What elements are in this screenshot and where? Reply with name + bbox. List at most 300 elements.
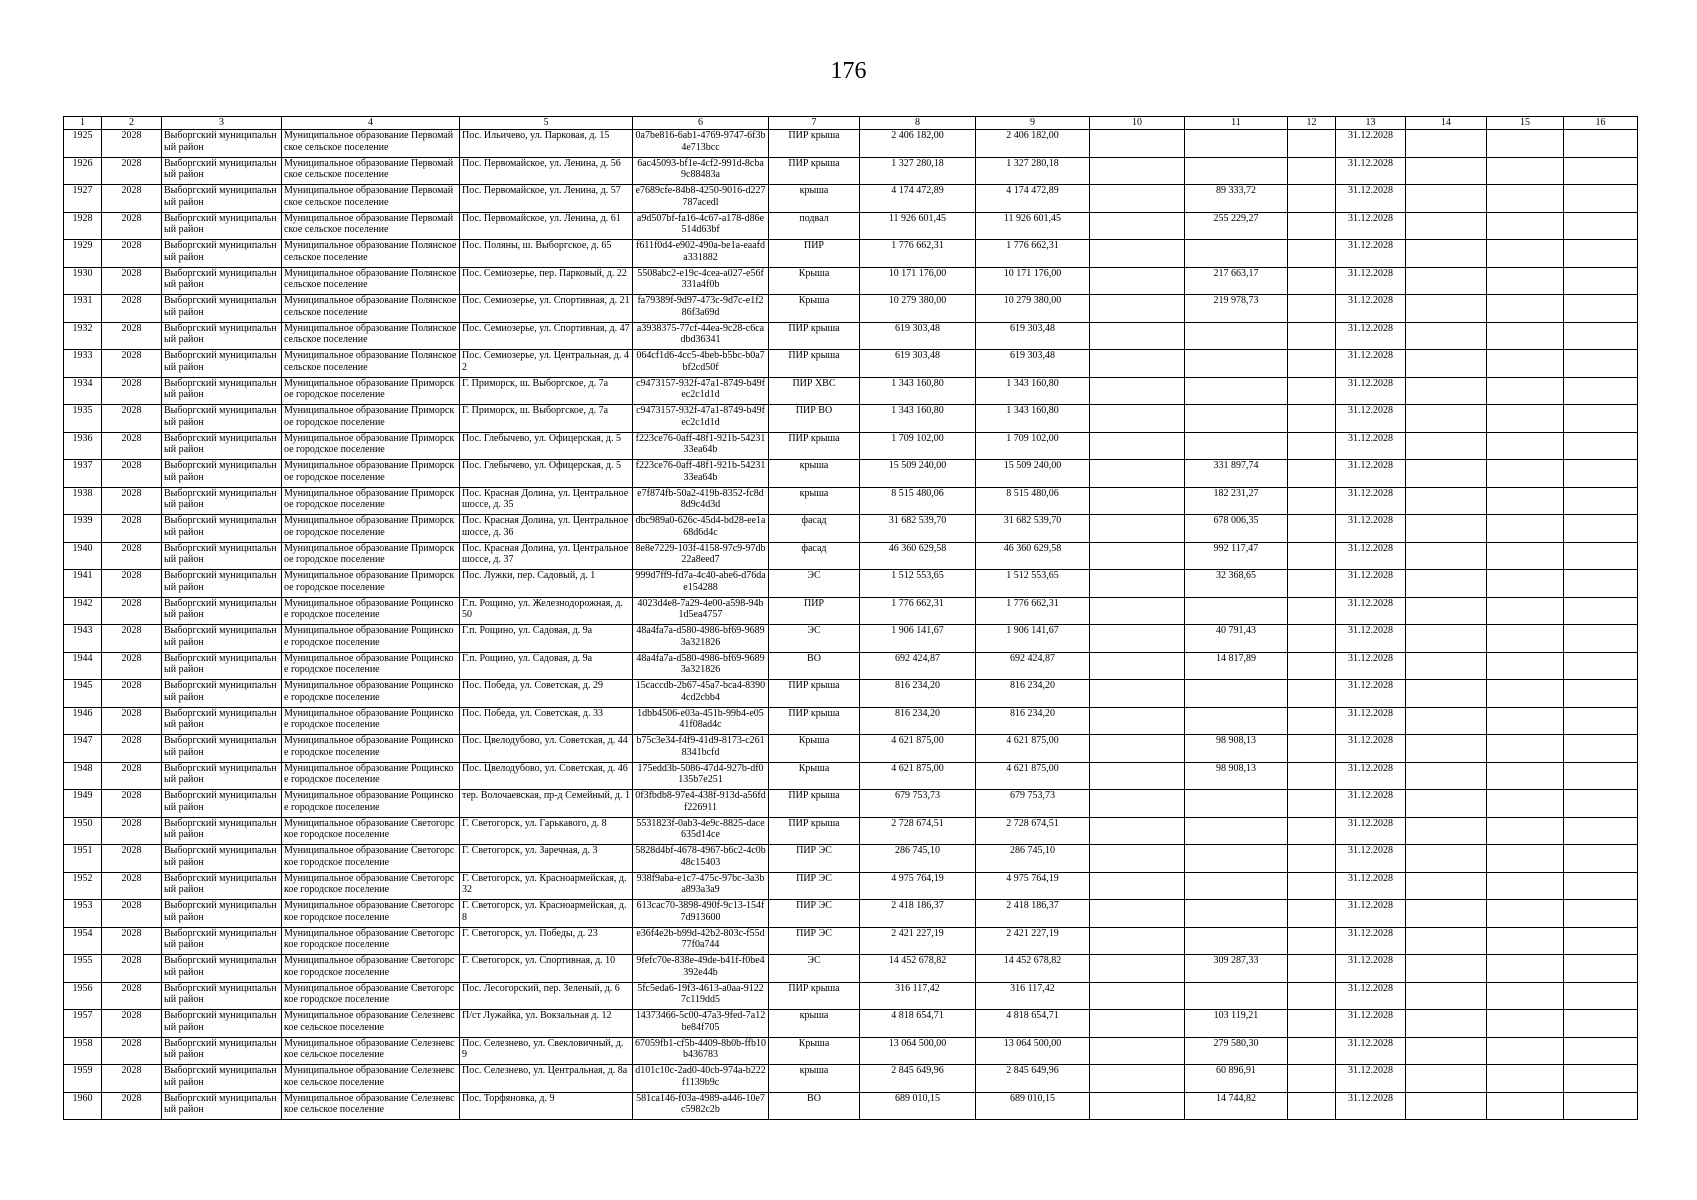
cell-col-9: 2 728 674,51 xyxy=(976,817,1090,845)
cell-col-6: 064cf1d6-4cc5-4beb-b5bc-b0a7bf2cd50f xyxy=(633,350,769,378)
cell-col-12 xyxy=(1288,487,1336,515)
cell-col-6: 581ca146-f03a-4989-a446-10e7c5982c2b xyxy=(633,1092,769,1120)
cell-col-9: 4 621 875,00 xyxy=(976,762,1090,790)
cell-col-5: Пос. Лужки, пер. Садовый, д. 1 xyxy=(460,570,633,598)
cell-col-16 xyxy=(1564,872,1638,900)
cell-col-1: 1958 xyxy=(64,1037,102,1065)
cell-col-12 xyxy=(1288,680,1336,708)
table-row xyxy=(64,295,1638,323)
table-row xyxy=(64,322,1638,350)
cell-col-7: крыша xyxy=(769,1010,860,1038)
cell-col-10 xyxy=(1090,817,1185,845)
cell-col-12 xyxy=(1288,432,1336,460)
cell-col-9: 2 418 186,37 xyxy=(976,900,1090,928)
column-header-10: 10 xyxy=(1090,117,1185,130)
cell-col-15 xyxy=(1487,1010,1564,1038)
cell-col-4: Муниципальное образование Рощинское городское поселение xyxy=(282,735,460,763)
table-row xyxy=(64,1065,1638,1093)
cell-col-15 xyxy=(1487,542,1564,570)
column-header-13: 13 xyxy=(1336,117,1406,130)
cell-col-4: Муниципальное образование Приморское городское поселение xyxy=(282,487,460,515)
cell-col-5: Пос. Селезнево, ул. Свекловичный, д. 9 xyxy=(460,1037,633,1065)
cell-col-11 xyxy=(1185,707,1288,735)
cell-col-2: 2028 xyxy=(102,680,162,708)
cell-col-4: Муниципальное образование Первомайское сельское поселение xyxy=(282,130,460,158)
cell-col-2: 2028 xyxy=(102,487,162,515)
cell-col-11: 98 908,13 xyxy=(1185,735,1288,763)
cell-col-5: Г. Светогорск, ул. Красноармейская, д. 8 xyxy=(460,900,633,928)
cell-col-6: 0a7be816-6ab1-4769-9747-6f3b4e713bcc xyxy=(633,130,769,158)
header-row xyxy=(64,117,1638,130)
cell-col-11 xyxy=(1185,157,1288,185)
cell-col-12 xyxy=(1288,185,1336,213)
cell-col-7: ПИР xyxy=(769,240,860,268)
cell-col-9: 10 171 176,00 xyxy=(976,267,1090,295)
cell-col-12 xyxy=(1288,817,1336,845)
cell-col-16 xyxy=(1564,350,1638,378)
cell-col-6: 67059fb1-cf5b-4409-8b0b-ffb10b436783 xyxy=(633,1037,769,1065)
cell-col-10 xyxy=(1090,982,1185,1010)
cell-col-13: 31.12.2028 xyxy=(1336,295,1406,323)
cell-col-8: 13 064 500,00 xyxy=(860,1037,976,1065)
cell-col-6: b75c3e34-f4f9-41d9-8173-c2618341bcfd xyxy=(633,735,769,763)
cell-col-6: c9473157-932f-47a1-8749-b49fec2c1d1d xyxy=(633,405,769,433)
cell-col-16 xyxy=(1564,680,1638,708)
table-row xyxy=(64,570,1638,598)
cell-col-9: 679 753,73 xyxy=(976,790,1090,818)
cell-col-7: ПИР крыша xyxy=(769,790,860,818)
cell-col-10 xyxy=(1090,680,1185,708)
cell-col-13: 31.12.2028 xyxy=(1336,1065,1406,1093)
cell-col-10 xyxy=(1090,405,1185,433)
cell-col-4: Муниципальное образование Приморское городское поселение xyxy=(282,460,460,488)
cell-col-8: 10 171 176,00 xyxy=(860,267,976,295)
cell-col-1: 1947 xyxy=(64,735,102,763)
cell-col-1: 1944 xyxy=(64,652,102,680)
cell-col-14 xyxy=(1406,1092,1487,1120)
cell-col-3: Выборгский муниципальный район xyxy=(162,625,282,653)
cell-col-8: 8 515 480,06 xyxy=(860,487,976,515)
cell-col-1: 1957 xyxy=(64,1010,102,1038)
cell-col-11 xyxy=(1185,405,1288,433)
cell-col-13: 31.12.2028 xyxy=(1336,460,1406,488)
cell-col-10 xyxy=(1090,350,1185,378)
cell-col-2: 2028 xyxy=(102,1092,162,1120)
cell-col-15 xyxy=(1487,790,1564,818)
cell-col-11 xyxy=(1185,817,1288,845)
cell-col-5: Пос. Первомайское, ул. Ленина, д. 57 xyxy=(460,185,633,213)
cell-col-9: 8 515 480,06 xyxy=(976,487,1090,515)
table-row xyxy=(64,185,1638,213)
cell-col-9: 816 234,20 xyxy=(976,680,1090,708)
cell-col-13: 31.12.2028 xyxy=(1336,735,1406,763)
cell-col-9: 1 343 160,80 xyxy=(976,377,1090,405)
cell-col-4: Муниципальное образование Приморское городское поселение xyxy=(282,515,460,543)
cell-col-11 xyxy=(1185,240,1288,268)
cell-col-15 xyxy=(1487,130,1564,158)
cell-col-3: Выборгский муниципальный район xyxy=(162,130,282,158)
table-row xyxy=(64,735,1638,763)
cell-col-10 xyxy=(1090,240,1185,268)
cell-col-3: Выборгский муниципальный район xyxy=(162,1037,282,1065)
cell-col-8: 11 926 601,45 xyxy=(860,212,976,240)
cell-col-12 xyxy=(1288,267,1336,295)
cell-col-2: 2028 xyxy=(102,240,162,268)
cell-col-2: 2028 xyxy=(102,1037,162,1065)
cell-col-12 xyxy=(1288,542,1336,570)
cell-col-1: 1925 xyxy=(64,130,102,158)
cell-col-7: ПИР крыша xyxy=(769,707,860,735)
cell-col-7: ПИР ЭС xyxy=(769,927,860,955)
cell-col-6: 5531823f-0ab3-4e9c-8825-dace635d14ce xyxy=(633,817,769,845)
cell-col-9: 1 776 662,31 xyxy=(976,597,1090,625)
cell-col-15 xyxy=(1487,1065,1564,1093)
cell-col-6: 5508abc2-e19c-4cea-a027-e56f331a4f0b xyxy=(633,267,769,295)
cell-col-9: 1 906 141,67 xyxy=(976,625,1090,653)
cell-col-7: фасад xyxy=(769,542,860,570)
cell-col-8: 1 906 141,67 xyxy=(860,625,976,653)
cell-col-10 xyxy=(1090,377,1185,405)
cell-col-14 xyxy=(1406,625,1487,653)
cell-col-8: 619 303,48 xyxy=(860,322,976,350)
cell-col-3: Выборгский муниципальный район xyxy=(162,817,282,845)
cell-col-9: 2 421 227,19 xyxy=(976,927,1090,955)
cell-col-8: 1 343 160,80 xyxy=(860,377,976,405)
cell-col-8: 619 303,48 xyxy=(860,350,976,378)
cell-col-2: 2028 xyxy=(102,432,162,460)
cell-col-15 xyxy=(1487,1092,1564,1120)
cell-col-12 xyxy=(1288,1065,1336,1093)
cell-col-11: 103 119,21 xyxy=(1185,1010,1288,1038)
table-row xyxy=(64,212,1638,240)
cell-col-11: 98 908,13 xyxy=(1185,762,1288,790)
cell-col-4: Муниципальное образование Светогорское городское поселение xyxy=(282,817,460,845)
cell-col-15 xyxy=(1487,625,1564,653)
cell-col-12 xyxy=(1288,212,1336,240)
cell-col-6: a3938375-77cf-44ea-9c28-c6cadbd36341 xyxy=(633,322,769,350)
cell-col-5: Пос. Красная Долина, ул. Центральное шоссе, д. 35 xyxy=(460,487,633,515)
cell-col-1: 1943 xyxy=(64,625,102,653)
cell-col-15 xyxy=(1487,157,1564,185)
cell-col-7: ВО xyxy=(769,652,860,680)
cell-col-6: 15caccdb-2b67-45a7-bca4-83904cd2cbb4 xyxy=(633,680,769,708)
cell-col-13: 31.12.2028 xyxy=(1336,982,1406,1010)
cell-col-6: dbc989a0-626c-45d4-bd28-ee1a68d6d4c xyxy=(633,515,769,543)
table-row xyxy=(64,377,1638,405)
cell-col-4: Муниципальное образование Рощинское городское поселение xyxy=(282,707,460,735)
cell-col-8: 816 234,20 xyxy=(860,680,976,708)
cell-col-3: Выборгский муниципальный район xyxy=(162,845,282,873)
cell-col-14 xyxy=(1406,1010,1487,1038)
cell-col-7: Крыша xyxy=(769,295,860,323)
column-header-8: 8 xyxy=(860,117,976,130)
cell-col-3: Выборгский муниципальный район xyxy=(162,432,282,460)
cell-col-4: Муниципальное образование Селезневское сельское поселение xyxy=(282,1065,460,1093)
cell-col-15 xyxy=(1487,267,1564,295)
column-header-2: 2 xyxy=(102,117,162,130)
cell-col-13: 31.12.2028 xyxy=(1336,597,1406,625)
cell-col-4: Муниципальное образование Светогорское городское поселение xyxy=(282,982,460,1010)
cell-col-13: 31.12.2028 xyxy=(1336,405,1406,433)
table-row xyxy=(64,817,1638,845)
cell-col-6: 6ac45093-bf1e-4cf2-991d-8cba9c88483a xyxy=(633,157,769,185)
cell-col-6: 613cac70-3898-490f-9c13-154f7d913600 xyxy=(633,900,769,928)
cell-col-4: Муниципальное образование Рощинское городское поселение xyxy=(282,625,460,653)
cell-col-6: e7f874fb-50a2-419b-8352-fc8d8d9c4d3d xyxy=(633,487,769,515)
table-row xyxy=(64,130,1638,158)
cell-col-6: 48a4fa7a-d580-4986-bf69-96893a321826 xyxy=(633,652,769,680)
cell-col-13: 31.12.2028 xyxy=(1336,432,1406,460)
cell-col-16 xyxy=(1564,267,1638,295)
cell-col-8: 46 360 629,58 xyxy=(860,542,976,570)
cell-col-1: 1940 xyxy=(64,542,102,570)
cell-col-4: Муниципальное образование Светогорское городское поселение xyxy=(282,872,460,900)
cell-col-2: 2028 xyxy=(102,185,162,213)
cell-col-5: Пос. Победа, ул. Советская, д. 33 xyxy=(460,707,633,735)
cell-col-9: 4 174 472,89 xyxy=(976,185,1090,213)
table-row xyxy=(64,845,1638,873)
cell-col-16 xyxy=(1564,322,1638,350)
cell-col-1: 1948 xyxy=(64,762,102,790)
cell-col-7: ПИР крыша xyxy=(769,130,860,158)
cell-col-1: 1959 xyxy=(64,1065,102,1093)
cell-col-13: 31.12.2028 xyxy=(1336,542,1406,570)
cell-col-13: 31.12.2028 xyxy=(1336,955,1406,983)
cell-col-6: e7689cfe-84b8-4250-9016-d227787acedl xyxy=(633,185,769,213)
cell-col-10 xyxy=(1090,570,1185,598)
cell-col-6: 4023d4e8-7a29-4e00-a598-94b1d5ea4757 xyxy=(633,597,769,625)
cell-col-14 xyxy=(1406,267,1487,295)
table-row xyxy=(64,240,1638,268)
table-row xyxy=(64,1010,1638,1038)
cell-col-15 xyxy=(1487,927,1564,955)
cell-col-11: 14 744,82 xyxy=(1185,1092,1288,1120)
page-number: 176 xyxy=(830,58,867,84)
table-row xyxy=(64,955,1638,983)
cell-col-11 xyxy=(1185,377,1288,405)
cell-col-1: 1930 xyxy=(64,267,102,295)
cell-col-1: 1929 xyxy=(64,240,102,268)
cell-col-12 xyxy=(1288,377,1336,405)
cell-col-16 xyxy=(1564,955,1638,983)
cell-col-13: 31.12.2028 xyxy=(1336,240,1406,268)
cell-col-1: 1926 xyxy=(64,157,102,185)
cell-col-12 xyxy=(1288,1010,1336,1038)
cell-col-11: 992 117,47 xyxy=(1185,542,1288,570)
cell-col-15 xyxy=(1487,955,1564,983)
cell-col-6: c9473157-932f-47a1-8749-b49fec2c1d1d xyxy=(633,377,769,405)
cell-col-5: Г. Светогорск, ул. Заречная, д. 3 xyxy=(460,845,633,873)
cell-col-1: 1950 xyxy=(64,817,102,845)
cell-col-1: 1927 xyxy=(64,185,102,213)
cell-col-16 xyxy=(1564,900,1638,928)
cell-col-10 xyxy=(1090,1010,1185,1038)
cell-col-14 xyxy=(1406,350,1487,378)
cell-col-11: 60 896,91 xyxy=(1185,1065,1288,1093)
cell-col-4: Муниципальное образование Рощинское городское поселение xyxy=(282,762,460,790)
cell-col-12 xyxy=(1288,900,1336,928)
cell-col-9: 619 303,48 xyxy=(976,350,1090,378)
cell-col-10 xyxy=(1090,157,1185,185)
cell-col-6: 938f9aba-e1c7-475c-97bc-3a3ba893a3a9 xyxy=(633,872,769,900)
cell-col-6: 0f3fbdb8-97e4-438f-913d-a56fdf226911 xyxy=(633,790,769,818)
cell-col-7: ПИР ЭС xyxy=(769,872,860,900)
cell-col-5: Пос. Торфяновка, д. 9 xyxy=(460,1092,633,1120)
cell-col-12 xyxy=(1288,240,1336,268)
cell-col-3: Выборгский муниципальный район xyxy=(162,405,282,433)
column-header-11: 11 xyxy=(1185,117,1288,130)
cell-col-5: Пос. Первомайское, ул. Ленина, д. 61 xyxy=(460,212,633,240)
cell-col-5: Пос. Семиозерье, ул. Центральная, д. 42 xyxy=(460,350,633,378)
cell-col-3: Выборгский муниципальный район xyxy=(162,955,282,983)
cell-col-4: Муниципальное образование Полянское сельское поселение xyxy=(282,295,460,323)
cell-col-16 xyxy=(1564,597,1638,625)
cell-col-13: 31.12.2028 xyxy=(1336,212,1406,240)
cell-col-7: крыша xyxy=(769,185,860,213)
cell-col-12 xyxy=(1288,735,1336,763)
cell-col-4: Муниципальное образование Рощинское городское поселение xyxy=(282,680,460,708)
cell-col-1: 1937 xyxy=(64,460,102,488)
table-row xyxy=(64,487,1638,515)
cell-col-15 xyxy=(1487,982,1564,1010)
cell-col-9: 14 452 678,82 xyxy=(976,955,1090,983)
cell-col-15 xyxy=(1487,487,1564,515)
cell-col-3: Выборгский муниципальный район xyxy=(162,350,282,378)
cell-col-7: ПИР крыша xyxy=(769,982,860,1010)
cell-col-2: 2028 xyxy=(102,872,162,900)
cell-col-1: 1953 xyxy=(64,900,102,928)
cell-col-16 xyxy=(1564,1092,1638,1120)
cell-col-9: 286 745,10 xyxy=(976,845,1090,873)
table-row xyxy=(64,460,1638,488)
cell-col-15 xyxy=(1487,680,1564,708)
column-header-1: 1 xyxy=(64,117,102,130)
cell-col-16 xyxy=(1564,460,1638,488)
cell-col-5: Пос. Селезнево, ул. Центральная, д. 8а xyxy=(460,1065,633,1093)
cell-col-12 xyxy=(1288,130,1336,158)
cell-col-2: 2028 xyxy=(102,900,162,928)
cell-col-14 xyxy=(1406,405,1487,433)
cell-col-7: ПИР крыша xyxy=(769,680,860,708)
cell-col-3: Выборгский муниципальный район xyxy=(162,872,282,900)
cell-col-14 xyxy=(1406,900,1487,928)
cell-col-8: 2 406 182,00 xyxy=(860,130,976,158)
cell-col-2: 2028 xyxy=(102,130,162,158)
cell-col-13: 31.12.2028 xyxy=(1336,185,1406,213)
cell-col-3: Выборгский муниципальный район xyxy=(162,680,282,708)
cell-col-5: Пос. Глебычево, ул. Офицерская, д. 5 xyxy=(460,432,633,460)
cell-col-13: 31.12.2028 xyxy=(1336,1037,1406,1065)
cell-col-14 xyxy=(1406,680,1487,708)
cell-col-15 xyxy=(1487,817,1564,845)
cell-col-13: 31.12.2028 xyxy=(1336,1092,1406,1120)
cell-col-15 xyxy=(1487,872,1564,900)
cell-col-9: 2 406 182,00 xyxy=(976,130,1090,158)
cell-col-14 xyxy=(1406,377,1487,405)
cell-col-12 xyxy=(1288,762,1336,790)
cell-col-4: Муниципальное образование Полянское сельское поселение xyxy=(282,350,460,378)
cell-col-13: 31.12.2028 xyxy=(1336,515,1406,543)
cell-col-5: Пос. Цвелодубово, ул. Советская, д. 44 xyxy=(460,735,633,763)
cell-col-13: 31.12.2028 xyxy=(1336,790,1406,818)
cell-col-11 xyxy=(1185,322,1288,350)
cell-col-1: 1955 xyxy=(64,955,102,983)
cell-col-2: 2028 xyxy=(102,762,162,790)
cell-col-12 xyxy=(1288,570,1336,598)
table-row xyxy=(64,982,1638,1010)
table-row xyxy=(64,1037,1638,1065)
cell-col-3: Выборгский муниципальный район xyxy=(162,157,282,185)
cell-col-1: 1951 xyxy=(64,845,102,873)
cell-col-13: 31.12.2028 xyxy=(1336,267,1406,295)
cell-col-5: Пос. Цвелодубово, ул. Советская, д. 46 xyxy=(460,762,633,790)
cell-col-4: Муниципальное образование Рощинское городское поселение xyxy=(282,597,460,625)
cell-col-14 xyxy=(1406,487,1487,515)
cell-col-15 xyxy=(1487,432,1564,460)
cell-col-13: 31.12.2028 xyxy=(1336,872,1406,900)
cell-col-6: d101c10c-2ad0-40cb-974a-b222f1139b9c xyxy=(633,1065,769,1093)
cell-col-6: 9fefc70e-838e-49de-b41f-f0be4392e44b xyxy=(633,955,769,983)
cell-col-2: 2028 xyxy=(102,652,162,680)
cell-col-15 xyxy=(1487,185,1564,213)
cell-col-7: ПИР xyxy=(769,597,860,625)
cell-col-16 xyxy=(1564,1065,1638,1093)
cell-col-1: 1936 xyxy=(64,432,102,460)
cell-col-12 xyxy=(1288,322,1336,350)
column-header-7: 7 xyxy=(769,117,860,130)
cell-col-11 xyxy=(1185,927,1288,955)
cell-col-1: 1932 xyxy=(64,322,102,350)
cell-col-2: 2028 xyxy=(102,625,162,653)
cell-col-5: Пос. Семиозерье, пер. Парковый, д. 22 xyxy=(460,267,633,295)
cell-col-15 xyxy=(1487,295,1564,323)
cell-col-5: Г.п. Рощино, ул. Садовая, д. 9а xyxy=(460,652,633,680)
cell-col-16 xyxy=(1564,790,1638,818)
cell-col-13: 31.12.2028 xyxy=(1336,377,1406,405)
cell-col-7: ПИР крыша xyxy=(769,322,860,350)
cell-col-1: 1941 xyxy=(64,570,102,598)
cell-col-9: 10 279 380,00 xyxy=(976,295,1090,323)
cell-col-3: Выборгский муниципальный район xyxy=(162,982,282,1010)
cell-col-11 xyxy=(1185,350,1288,378)
cell-col-10 xyxy=(1090,597,1185,625)
cell-col-16 xyxy=(1564,295,1638,323)
cell-col-2: 2028 xyxy=(102,515,162,543)
cell-col-7: ПИР крыша xyxy=(769,157,860,185)
cell-col-10 xyxy=(1090,927,1185,955)
column-header-15: 15 xyxy=(1487,117,1564,130)
cell-col-2: 2028 xyxy=(102,212,162,240)
cell-col-14 xyxy=(1406,460,1487,488)
table-row xyxy=(64,432,1638,460)
column-header-3: 3 xyxy=(162,117,282,130)
cell-col-3: Выборгский муниципальный район xyxy=(162,1065,282,1093)
cell-col-3: Выборгский муниципальный район xyxy=(162,295,282,323)
cell-col-5: Пос. Семиозерье, ул. Спортивная, д. 47 xyxy=(460,322,633,350)
cell-col-9: 46 360 629,58 xyxy=(976,542,1090,570)
cell-col-3: Выборгский муниципальный район xyxy=(162,1010,282,1038)
cell-col-6: f223ce76-0aff-48f1-921b-5423133ea64b xyxy=(633,460,769,488)
cell-col-16 xyxy=(1564,817,1638,845)
cell-col-8: 1 709 102,00 xyxy=(860,432,976,460)
cell-col-8: 2 421 227,19 xyxy=(860,927,976,955)
cell-col-12 xyxy=(1288,982,1336,1010)
cell-col-11: 219 978,73 xyxy=(1185,295,1288,323)
cell-col-2: 2028 xyxy=(102,377,162,405)
cell-col-4: Муниципальное образование Первомайское сельское поселение xyxy=(282,185,460,213)
cell-col-13: 31.12.2028 xyxy=(1336,707,1406,735)
cell-col-5: Пос. Глебычево, ул. Офицерская, д. 5 xyxy=(460,460,633,488)
